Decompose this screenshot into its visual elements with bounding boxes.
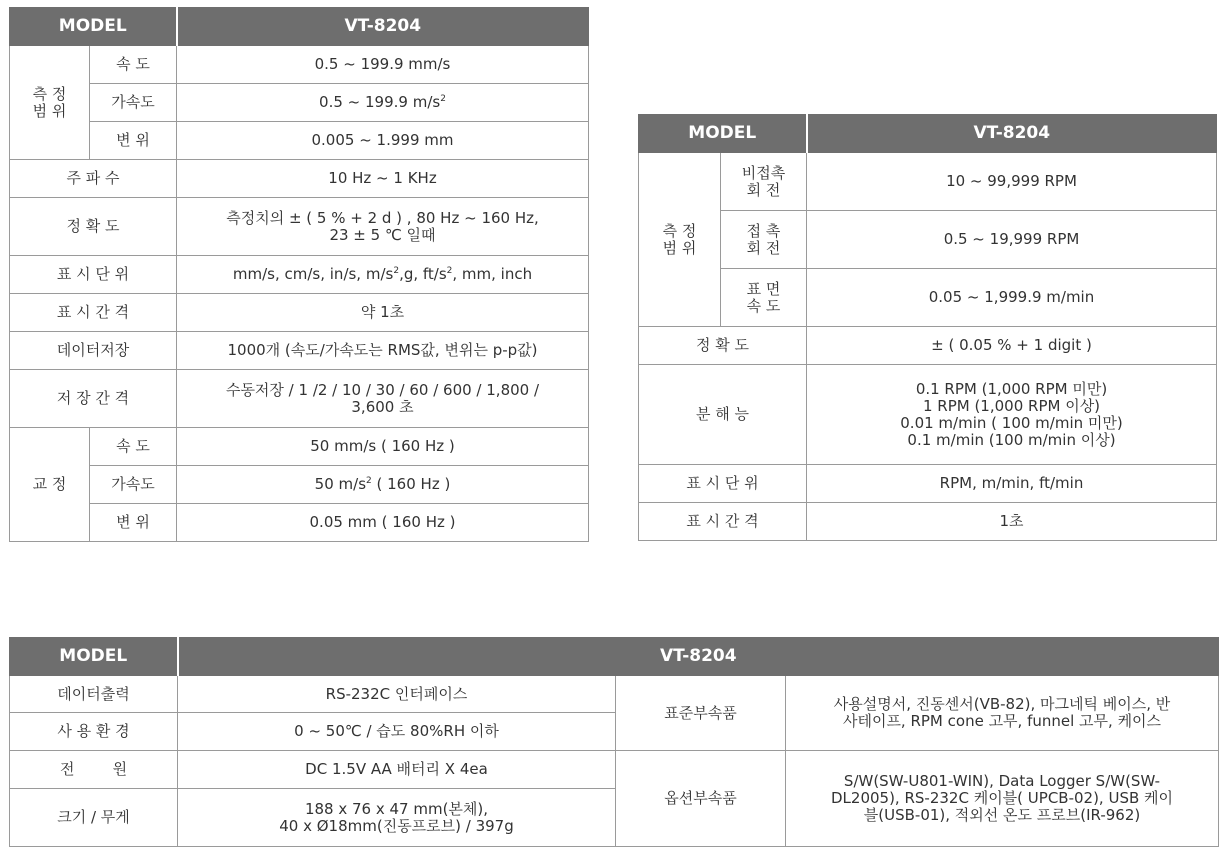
unit-part3: , mm, inch <box>452 265 533 283</box>
surface-value: 0.05 ~ 1,999.9 m/min <box>807 269 1217 327</box>
resolution-line2: 1 RPM (1,000 RPM 이상) <box>922 396 1101 415</box>
disp-value: 0.005 ~ 1.999 mm <box>177 122 589 160</box>
model-header: MODEL <box>10 638 178 676</box>
accuracy-value <box>177 198 589 256</box>
standard-accessories-value <box>786 676 1219 751</box>
disp-label: 변 위 <box>90 122 177 160</box>
cal-disp-value: 0.05 mm ( 160 Hz ) <box>177 504 589 542</box>
unit-sup2: 2 <box>446 266 453 276</box>
size-weight-line1: 188 x 76 x 47 mm(본체), <box>304 799 489 818</box>
freq-value: 10 Hz ~ 1 KHz <box>177 160 589 198</box>
speed-value: 0.5 ~ 199.9 mm/s <box>177 46 589 84</box>
cal-speed-value: 50 mm/s ( 160 Hz ) <box>177 428 589 466</box>
environment-value: 0 ~ 50℃ / 습도 80%RH 이하 <box>178 713 616 751</box>
interval-label: 표 시 간 격 <box>639 503 807 541</box>
spec-table-general <box>9 637 1219 847</box>
interval-value: 1초 <box>807 503 1217 541</box>
unit-value: RPM, m/min, ft/min <box>807 465 1217 503</box>
accel-value <box>177 84 589 122</box>
noncontact-label-line1: 비접촉 <box>741 163 786 182</box>
unit-part1: mm/s, cm/s, in/s, m/s <box>232 265 394 283</box>
storage-interval-line1: 수동저장 / 1 /2 / 10 / 30 / 60 / 600 / 1,800 / <box>225 380 540 399</box>
size-weight-value <box>178 789 616 847</box>
unit-label: 표 시 단 위 <box>10 256 177 294</box>
model-value-header: VT-8204 <box>177 8 589 46</box>
unit-label: 표 시 단 위 <box>639 465 807 503</box>
storage-interval-line2: 3,600 초 <box>351 397 414 416</box>
data-output-value: RS-232C 인터페이스 <box>178 676 616 713</box>
measure-range-group <box>10 46 90 160</box>
unit-sup1: 2 <box>393 266 400 276</box>
environment-label: 사 용 환 경 <box>10 713 178 751</box>
interval-value: 약 1초 <box>177 294 589 332</box>
optional-accessories-label: 옵션부속품 <box>616 751 786 847</box>
storage-value: 1000개 (속도/가속도는 RMS값, 변위는 p-p값) <box>177 332 589 370</box>
size-weight-line2: 40 x Ø18mm(진동프로브) / 397g <box>279 816 514 835</box>
calibration-group: 교 정 <box>10 428 90 542</box>
cal-accel-sup: 2 <box>366 476 372 486</box>
optional-accessories-line1: S/W(SW-U801-WIN), Data Logger S/W(SW- <box>843 772 1161 790</box>
optional-accessories-line2: DL2005), RS-232C 케이블( UPCB-02), USB 케이 <box>831 789 1174 807</box>
accuracy-label: 정 확 도 <box>639 327 807 365</box>
accel-value-text: 0.5 ~ 199.9 m/s <box>319 93 441 111</box>
standard-accessories-label: 표준부속품 <box>616 676 786 751</box>
resolution-line1: 0.1 RPM (1,000 RPM 미만) <box>915 379 1108 398</box>
noncontact-label <box>721 153 807 211</box>
noncontact-value: 10 ~ 99,999 RPM <box>807 153 1217 211</box>
cal-accel-part1: 50 m/s <box>314 475 367 493</box>
freq-label: 주 파 수 <box>10 160 177 198</box>
measure-range-line1: 측 정 <box>662 221 697 240</box>
storage-interval-value <box>177 370 589 428</box>
spec-table-tachometer <box>638 114 1217 541</box>
power-label: 전 원 <box>10 751 178 789</box>
standard-accessories-line2: 사테이프, RPM cone 고무, funnel 고무, 케이스 <box>842 712 1162 730</box>
measure-range-line2: 범 위 <box>662 238 697 257</box>
resolution-value <box>807 365 1217 465</box>
accel-sup: 2 <box>440 94 446 104</box>
contact-label-line2: 회 전 <box>746 238 781 257</box>
accuracy-value: ± ( 0.05 % + 1 digit ) <box>807 327 1217 365</box>
unit-part2: ,g, ft/s <box>399 265 447 283</box>
model-header: MODEL <box>10 8 177 46</box>
optional-accessories-line3: 블(USB-01), 적외선 온도 프로브(IR-962) <box>863 806 1141 824</box>
data-output-label: 데이터출력 <box>10 676 178 713</box>
standard-accessories-line1: 사용설명서, 진동센서(VB-82), 마그네틱 베이스, 반 <box>833 695 1171 713</box>
resolution-label: 분 해 능 <box>639 365 807 465</box>
cal-disp-label: 변 위 <box>90 504 177 542</box>
unit-value <box>177 256 589 294</box>
measure-range-group <box>639 153 721 327</box>
optional-accessories-value <box>786 751 1219 847</box>
resolution-line3: 0.01 m/min ( 100 m/min 미만) <box>900 413 1123 432</box>
surface-label <box>721 269 807 327</box>
cal-accel-label: 가속도 <box>90 466 177 504</box>
accuracy-line2: 23 ± 5 ℃ 일때 <box>329 225 436 244</box>
contact-label-line1: 접 촉 <box>746 221 781 240</box>
spec-table-vibration <box>9 7 589 542</box>
size-weight-label: 크기 / 무게 <box>10 789 178 847</box>
cal-accel-part2: ( 160 Hz ) <box>371 475 451 493</box>
model-header: MODEL <box>639 115 807 153</box>
speed-label: 속 도 <box>90 46 177 84</box>
cal-accel-value <box>177 466 589 504</box>
accel-label: 가속도 <box>90 84 177 122</box>
contact-value: 0.5 ~ 19,999 RPM <box>807 211 1217 269</box>
accuracy-label: 정 확 도 <box>10 198 177 256</box>
resolution-line4: 0.1 m/min (100 m/min 이상) <box>907 430 1116 449</box>
storage-interval-label: 저 장 간 격 <box>10 370 177 428</box>
cal-speed-label: 속 도 <box>90 428 177 466</box>
surface-label-line1: 표 면 <box>746 279 781 298</box>
measure-range-line2: 범 위 <box>32 101 67 120</box>
interval-label: 표 시 간 격 <box>10 294 177 332</box>
model-value-header: VT-8204 <box>178 638 1219 676</box>
model-value-header: VT-8204 <box>807 115 1217 153</box>
power-value: DC 1.5V AA 배터리 X 4ea <box>178 751 616 789</box>
surface-label-line2: 속 도 <box>746 296 781 315</box>
contact-label <box>721 211 807 269</box>
storage-label: 데이터저장 <box>10 332 177 370</box>
accuracy-line1: 측정치의 ± ( 5 % + 2 d ) , 80 Hz ~ 160 Hz, <box>226 208 539 227</box>
noncontact-label-line2: 회 전 <box>746 180 781 199</box>
measure-range-line1: 측 정 <box>32 84 67 103</box>
